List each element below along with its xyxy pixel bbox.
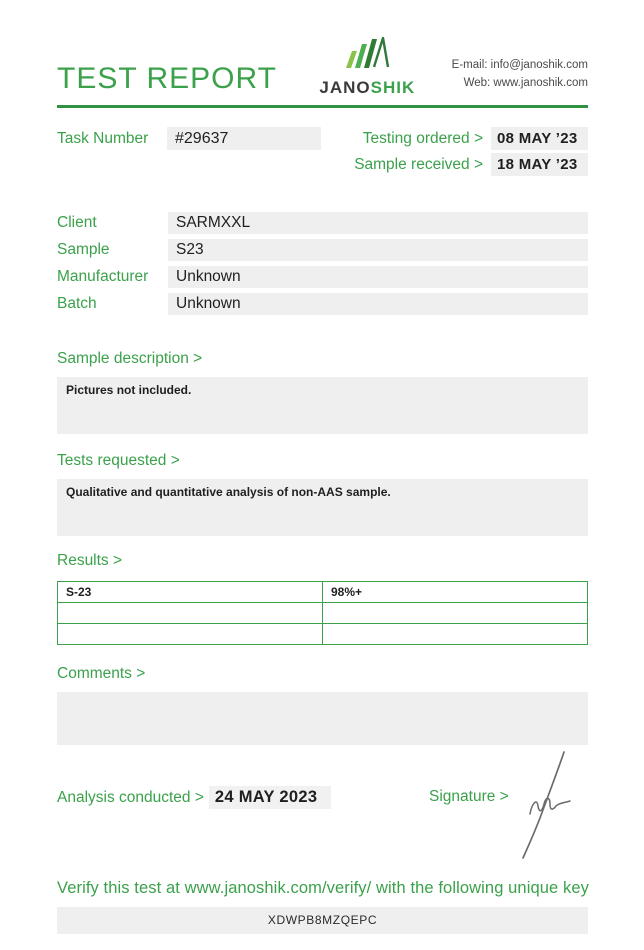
results-row-1 bbox=[58, 582, 588, 603]
meta-row bbox=[57, 127, 588, 176]
sample-received-row bbox=[354, 153, 588, 176]
sample-received-value: 18 MAY ’23 bbox=[491, 153, 588, 176]
logo-word-green: SHIK bbox=[370, 78, 416, 97]
batch-label: Batch bbox=[57, 295, 97, 312]
manufacturer-value: Unknown bbox=[168, 266, 588, 288]
detail-row-batch bbox=[57, 293, 588, 315]
task-number-label: Task Number bbox=[57, 129, 149, 147]
comments-label: Comments > bbox=[57, 665, 146, 682]
signature-label: Signature > bbox=[429, 788, 509, 805]
unique-key: XDWPB8MZQEPC bbox=[57, 907, 588, 934]
result-substance: S-23 bbox=[58, 582, 323, 603]
testing-ordered-value: 08 MAY ’23 bbox=[491, 127, 588, 150]
task-number-value: #29637 bbox=[167, 127, 321, 150]
result-value-empty bbox=[323, 603, 588, 624]
sample-received-label: Sample received > bbox=[354, 155, 483, 173]
result-value-empty2 bbox=[323, 624, 588, 645]
contact-email: E-mail: info@janoshik.com bbox=[451, 59, 588, 71]
header-divider bbox=[57, 105, 588, 108]
analysis-conducted-label: Analysis conducted > bbox=[57, 788, 204, 806]
footer-meta bbox=[57, 786, 588, 809]
result-value: 98%+ bbox=[323, 582, 588, 603]
sample-value: S23 bbox=[168, 239, 588, 261]
header bbox=[57, 34, 588, 96]
results-row-3 bbox=[58, 624, 588, 645]
sample-description-box: Pictures not included. bbox=[57, 377, 588, 434]
results-row-2 bbox=[58, 603, 588, 624]
result-substance-empty2 bbox=[58, 624, 323, 645]
sample-description-label: Sample description > bbox=[57, 350, 203, 367]
client-value: SARMXXL bbox=[168, 212, 588, 234]
details-block bbox=[57, 212, 588, 315]
results-table bbox=[57, 581, 588, 645]
verify-instruction: Verify this test at www.janoshik.com/verify/ with the following unique key bbox=[57, 879, 589, 897]
results-label: Results > bbox=[57, 552, 123, 569]
test-report-page bbox=[0, 34, 644, 950]
janoshik-logo bbox=[319, 34, 415, 96]
detail-row-manufacturer bbox=[57, 266, 588, 288]
manufacturer-label: Manufacturer bbox=[57, 268, 149, 285]
sample-label: Sample bbox=[57, 241, 110, 258]
logo-wordmark bbox=[319, 79, 415, 96]
client-label: Client bbox=[57, 214, 97, 231]
logo-word-dark: JANO bbox=[319, 78, 371, 97]
analysis-date-value: 24 MAY 2023 bbox=[209, 786, 331, 809]
detail-row-client bbox=[57, 212, 588, 234]
tests-requested-label: Tests requested > bbox=[57, 452, 180, 469]
dates-block bbox=[354, 127, 588, 176]
tests-requested-box: Qualitative and quantitative analysis of non-AAS sample. bbox=[57, 479, 588, 536]
bar-chart-growth-icon bbox=[343, 34, 391, 77]
signature-handwriting bbox=[512, 748, 586, 864]
testing-ordered-label: Testing ordered > bbox=[362, 129, 483, 147]
page-title: TEST REPORT bbox=[57, 62, 277, 95]
contact-web: Web: www.janoshik.com bbox=[463, 77, 588, 89]
task-number-row bbox=[57, 127, 321, 150]
testing-ordered-row bbox=[354, 127, 588, 150]
contact-info bbox=[452, 56, 588, 96]
comments-box bbox=[57, 692, 588, 745]
batch-value: Unknown bbox=[168, 293, 588, 315]
detail-row-sample bbox=[57, 239, 588, 261]
result-substance-empty bbox=[58, 603, 323, 624]
